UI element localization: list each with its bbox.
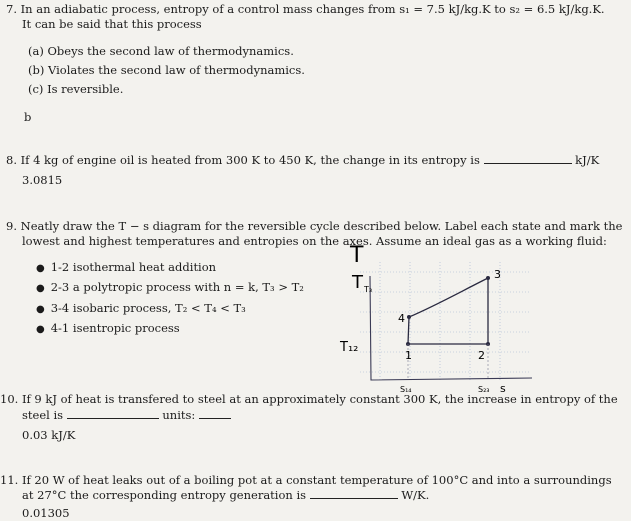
- state-3-label: 3: [494, 268, 501, 281]
- q7-option-c: (c) Is reversible.: [28, 82, 124, 96]
- state-4-label: 4: [398, 312, 405, 325]
- state-1-label: 1: [405, 349, 412, 362]
- diagram-grid: [360, 262, 530, 382]
- q10-line1: 10. If 9 kJ of heat is transfered to steel at an approximately constant 300 K, the increase in entropy of the: [0, 392, 618, 406]
- q10-answer: 0.03 kJ/K: [22, 428, 76, 442]
- q9-bullet-3-text: 3-4 isobaric process, T₂ < T₄ < T₃: [50, 301, 246, 315]
- q8-line: [6, 153, 599, 167]
- t3-label-letter: T: [352, 272, 363, 293]
- q8-text: 8. If 4 kg of engine oil is heated from 300 K to 450 K, the change in its entropy is: [6, 153, 480, 167]
- s14-label: S₁₄: [400, 385, 412, 394]
- q10-units-blank[interactable]: [199, 408, 231, 419]
- q9-line1: 9. Neatly draw the T − s diagram for the reversible cycle described below. Label each state and mark the: [6, 219, 623, 233]
- q8-answer-blank[interactable]: [484, 153, 572, 164]
- q7-line1: 7. In an adiabatic process, entropy of a control mass changes from s₁ = 7.5 kJ/kg.K to s₂ = 6.5 kJ/kg.K.: [6, 2, 605, 16]
- t3-label: T₃: [364, 285, 373, 294]
- q11-line1: 11. If 20 W of heat leaks out of a boiling pot at a constant temperature of 100°C and into a surroundings: [0, 473, 612, 487]
- q11-answer-blank[interactable]: [310, 488, 398, 499]
- q11-line2: [22, 488, 429, 502]
- q10-answer-blank[interactable]: [67, 408, 159, 419]
- state-3-point: [486, 276, 490, 280]
- q8-unit: kJ/K: [575, 153, 600, 167]
- q11-unit: W/K.: [401, 488, 430, 502]
- q7-option-a: (a) Obeys the second law of thermodynamics.: [28, 44, 294, 58]
- q10-line2-prefix: steel is: [22, 408, 64, 422]
- axis-s-label: s: [500, 382, 506, 395]
- q9-bullet-1-text: 1-2 isothermal heat addition: [50, 260, 217, 274]
- state-2-label: 2: [478, 349, 485, 362]
- s-guide-lines: [408, 344, 488, 378]
- q7-answer: b: [24, 110, 32, 124]
- process-4-1-line: [408, 317, 409, 344]
- state-4-point: [407, 315, 411, 319]
- q8-answer: 3.0815: [22, 173, 63, 187]
- q11-answer: 0.01305: [22, 506, 70, 520]
- q9-bullet-2: ● 2-3 a polytropic process with n = k, T₃ > T₂: [36, 280, 304, 294]
- diagram-axes: [370, 276, 532, 380]
- s23-label: S₂₃: [478, 385, 490, 394]
- axis-t-label: T: [350, 243, 364, 268]
- process-3-4-curve: [409, 278, 488, 317]
- t12-label: T₁₂: [340, 340, 359, 355]
- q11-text: at 27°C the corresponding entropy generation is: [22, 488, 307, 502]
- q9-bullet-1: ● 1-2 isothermal heat addition: [36, 260, 217, 274]
- q9-bullet-3: ● 3-4 isobaric process, T₂ < T₄ < T₃: [36, 301, 246, 315]
- q9-bullet-4-text: 4-1 isentropic process: [50, 321, 180, 335]
- q10-units-label: units:: [162, 408, 196, 422]
- q9-line2: lowest and highest temperatures and entropies on the axes. Assume an ideal gas as a working fluid:: [22, 234, 607, 248]
- q7-option-b: (b) Violates the second law of thermodynamics.: [28, 63, 305, 77]
- q10-line2: [22, 408, 231, 422]
- q9-bullet-4: ● 4-1 isentropic process: [36, 321, 180, 335]
- q9-bullet-2-text: 2-3 a polytropic process with n = k, T₃ > T₂: [50, 280, 304, 294]
- q7-line2: It can be said that this process: [22, 17, 202, 31]
- ts-diagram: [310, 242, 540, 397]
